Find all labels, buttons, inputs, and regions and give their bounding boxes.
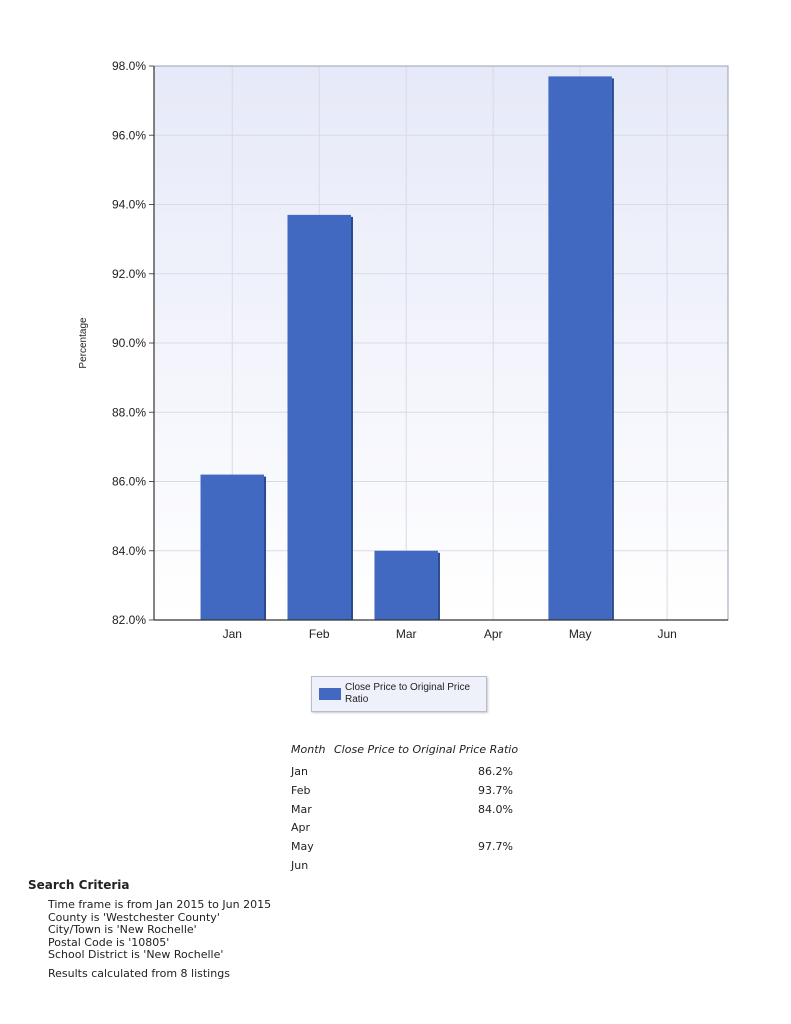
y-tick-label: 86.0%	[111, 474, 146, 489]
x-tick-label: Mar	[395, 627, 417, 641]
search-criteria-list	[28, 899, 271, 962]
y-tick-label: 94.0%	[111, 197, 146, 212]
x-tick-label: May	[568, 627, 592, 641]
chart-legend	[311, 676, 487, 712]
search-criteria	[28, 878, 271, 980]
x-tick-label: Apr	[483, 627, 503, 641]
table-cell-month: May	[291, 840, 314, 854]
bar-feb	[287, 215, 350, 620]
bar-shadow	[612, 78, 614, 620]
table-header-month: Month	[291, 743, 326, 756]
y-tick-label: 92.0%	[111, 266, 146, 281]
bar-may	[548, 76, 611, 620]
table-cell-value: 97.7%	[478, 840, 513, 854]
table-header	[291, 743, 521, 761]
y-tick-label: 96.0%	[111, 128, 146, 143]
bar-shadow	[264, 477, 266, 620]
legend-label: Close Price to Original Price Ratio	[345, 682, 471, 705]
table-row	[291, 780, 521, 799]
criteria-line: City/Town is 'New Rochelle'	[48, 923, 197, 936]
table-row	[291, 799, 521, 818]
bar-jan	[201, 475, 264, 620]
x-tick-label: Jan	[222, 627, 242, 641]
y-tick-label: 88.0%	[111, 405, 146, 420]
table-cell-month: Mar	[291, 802, 312, 816]
table-cell-value: 86.2%	[478, 765, 513, 778]
search-criteria-title: Search Criteria	[28, 878, 130, 892]
table-row	[291, 836, 521, 855]
bar-shadow	[438, 553, 440, 620]
bar-shadow	[351, 217, 353, 620]
table-cell-month: Jan	[291, 765, 308, 778]
table-row	[291, 855, 521, 874]
x-tick-label: Feb	[308, 627, 330, 641]
table-cell-month: Apr	[291, 821, 311, 835]
criteria-line: Postal Code is '10805'	[48, 935, 170, 949]
table-cell-value: 84.0%	[478, 802, 513, 816]
criteria-line: School District is 'New Rochelle'	[48, 948, 224, 961]
y-tick-label: 98.0%	[111, 59, 146, 73]
bar-mar	[374, 551, 437, 620]
table-header-ratio: Close Price to Original Price Ratio	[334, 743, 519, 756]
search-criteria-footer: Results calculated from 8 listings	[48, 966, 230, 980]
table-row	[291, 817, 521, 836]
y-tick-label: 84.0%	[111, 543, 146, 558]
criteria-line: County is 'Westchester County'	[48, 910, 220, 924]
table-cell-month: Feb	[291, 783, 311, 797]
data-table	[291, 743, 521, 874]
y-axis-label: Percentage	[78, 317, 89, 369]
legend-swatch	[319, 688, 341, 700]
criteria-line: Time frame is from Jan 2015 to Jun 2015	[48, 898, 272, 911]
table-cell-value: 93.7%	[478, 783, 513, 797]
y-tick-label: 82.0%	[111, 613, 146, 627]
x-tick-label: Jun	[657, 627, 677, 641]
table-row	[291, 761, 521, 780]
y-tick-label: 90.0%	[111, 336, 146, 350]
table-cell-month: Jun	[291, 858, 309, 872]
